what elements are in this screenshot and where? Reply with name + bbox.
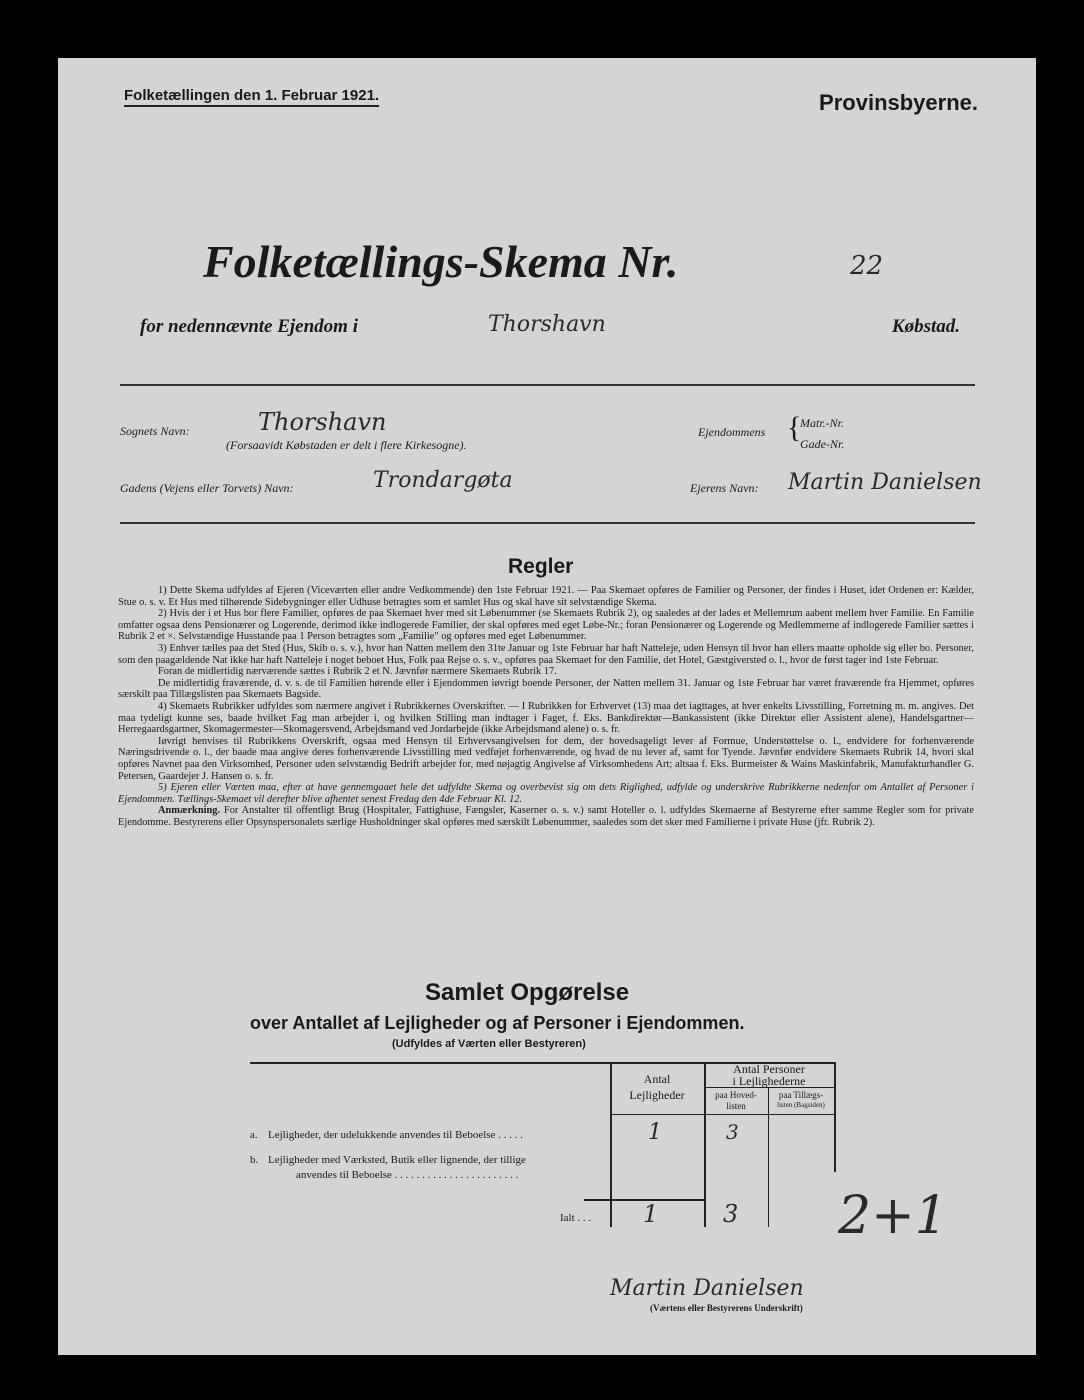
- ejendom-label: Ejendommens: [698, 425, 766, 439]
- col-antal-lejl-1: Antal: [643, 1072, 671, 1086]
- rule-3: 3) Enhver tælles paa det Sted (Hus, Skib o. s. v.), hvor han Natten mellem den 31te Januar og 1ste Februar har haft Natteleje, uden Hensyn til hvor han ellers maatte opholde sig eller bo. Personer, som den paagældende Nat ikke har haft Natteleje i noget beboet Hus, Folk paa Rejse o. s. v., opføres paa Skemaet for den Familie, det Hotel, Gæstgiversted o. l., hvor de først tager ind 1ste Februar.: [118, 642, 974, 666]
- middle-divider: [120, 522, 975, 524]
- row-b-label-2: anvendes til Beboelse . . . . . . . . . . . . . . . . . . . . . . .: [296, 1169, 519, 1181]
- total-lejl-value: 1: [643, 1200, 659, 1228]
- rules-text: [118, 585, 974, 828]
- summary-heading: Samlet Opgørelse: [425, 979, 630, 1006]
- col-antal-pers-1: Antal Personer: [733, 1062, 805, 1076]
- col-antal-pers-2: i Lejlighederne: [732, 1074, 806, 1088]
- col-hoved-2: listen: [726, 1101, 746, 1111]
- matr-label: Matr.-Nr.: [800, 416, 845, 430]
- signature-caption: (Værtens eller Bestyrerens Underskrift): [650, 1303, 803, 1313]
- sogn-note: (Forsaavidt Købstaden er delt i flere Kirkesogne).: [226, 438, 467, 452]
- rule-4: 4) Skemaets Rubrikker udfyldes som nærmere angivet i Rubrikkernes Overskrifter. — I Rubrikken for Erhvervet (13) maa det iagttages, at hver enkelts Livsstilling, Forretning m. m. angives. Det maa tydeligt kunne ses, baade hvilket Fag man arbejder i, og hvilken Stilling man indtager i Faget, f. Eks. Bankdirektør—Bankassistent (ikke Direktør eller Assistent alene), Handelsgartner—Herregaardsgartner, Skomagermester—Skomagersvend, Arbejdsmand ved Jordarbejde (ikke Arbejdsmand alene) o. s. fr.: [118, 700, 974, 736]
- rule-2: 2) Hvis der i et Hus bor flere Familier, opføres de paa Skemaet hver med sit Løbenummer (se Skemaets Rubrik 2), og saaledes at der lades et Mellemrum aabent mellem hver Familie. En Familie omfatter ogsaa dens Pensionærer og Logerende, derimod ikke indlogerede Familier, der skal opføres med eget Løbe-Nr.; foran Pensionærer og Logerende og Medlemmerne af indlogerede Familier sættes i Rubrik 2 et ×. Selvstændige Husstande paa 1 Person betragtes som „Familie" og opføres med eget Løbenummer.: [118, 608, 974, 643]
- signature-handwritten: Martin Danielsen: [610, 1276, 804, 1301]
- annotation-text: For Anstalter til offentligt Brug (Hospitaler, Fattighuse, Fængsler, Kaserner o. s. v.) samt Hoteller o. l. udfyldes Skemaerne af Bestyrerne efter samme Regler som for private Ejendomme. Bestyrerens eller Opsynspersonalets særlige Husholdninger skal opføres med særskilt Løbenummer, saaledes som det sker med Familierne i private Huse (jfr. Rubrik 2).: [118, 805, 974, 828]
- brace: {: [787, 411, 802, 444]
- table-header-bottom: [610, 1114, 836, 1115]
- table-col-line-4: [834, 1062, 836, 1172]
- row-b-label-1: Lejligheder med Værksted, Butik eller lignende, der tillige: [268, 1154, 526, 1166]
- rule-3b: Foran de midlertidig nærværende sættes i Rubrik 2 et N. Jævnfør nærmere Skemaets Rubrik 17.: [158, 666, 557, 678]
- gade-navn-handwritten: Trondargøta: [373, 468, 513, 493]
- property-subtitle: for nedennævnte Ejendom i: [140, 316, 358, 337]
- top-divider: [120, 384, 975, 386]
- gade-nr-label: Gade-Nr.: [800, 437, 845, 451]
- total-hoved-value: 3: [723, 1200, 739, 1228]
- sogn-label: Sognets Navn:: [120, 424, 190, 438]
- gade-navn-label: Gadens (Vejens eller Torvets) Navn:: [120, 481, 294, 495]
- region-label: Provinsbyerne.: [819, 90, 978, 115]
- rule-4b: Iøvrigt henvises til Rubrikkens Overskrift, ogsaa med Hensyn til Erhvervsangivelsen for dem, der hovedsageligt lever af Formue, Understøttelse o. l., endvidere for forhenværende Næringsdrivende o. l., der baade maa angive deres forhenværende Livsstilling med vedføjet forhenværende, og hvad de nu lever af, samt for Tyende. Jævnfør endvidere Skemaets Rubrik 14, hvori skal opføres Navnet paa den Virksomhed, Personer uden selvstændig Bedrift arbejder for, med nøjagtig Angivelse af Virksomhedens Art; altsaa f. Eks. Burmeister & Wains Maskinfabrik, Manufakturhandler G. Petersen, Gaardejer J. Hansen o. s. fr.: [118, 735, 974, 782]
- col-tillaeg-1: paa Tillægs-: [778, 1090, 824, 1100]
- sogn-value-handwritten: Thorshavn: [258, 408, 387, 436]
- town-handwritten: Thorshavn: [488, 312, 606, 337]
- form-number-handwritten: 22: [850, 251, 884, 281]
- rule-3c: De midlertidig fraværende, d. v. s. de til Familien hørende eller i Ejendommen iøvrigt boende Personer, der Natten mellem 31. Januar og 1ste Februar har været fraværende fra Hjemmet, opføres særskilt paa Tillægslisten paa Skemaets Bagside.: [118, 677, 974, 701]
- row-a-letter: a.: [250, 1129, 258, 1141]
- summary-subheading: over Antallet af Lejligheder og af Personer i Ejendommen.: [250, 1013, 745, 1033]
- rules-heading: Regler: [508, 555, 574, 578]
- annotation-label: Anmærkning.: [158, 805, 221, 817]
- margin-note-handwritten: 2+1: [838, 1186, 948, 1246]
- col-hoved-1: paa Hoved-: [715, 1090, 757, 1100]
- ejer-handwritten: Martin Danielsen: [788, 470, 982, 495]
- rule-1: 1) Dette Skema udfyldes af Ejeren (Viceværten eller andre Vedkommende) den 1ste Februar 1921. — Paa Skemaet opføres de Familier og Personer, der findes i Huset, idet Ordenen er: Kælder, Stue o. s. v. Et Hus med tilhørende Sidebygninger eller Udhuse betragtes som et samlet Hus og skal have sit selvstændige Skema.: [118, 585, 974, 608]
- row-a-label: Lejligheder, der udelukkende anvendes til Beboelse . . . . .: [268, 1129, 523, 1141]
- annotation: [118, 805, 974, 828]
- form-title: Folketællings-Skema Nr.: [203, 236, 679, 287]
- census-form-page: [58, 58, 1036, 1355]
- rule-5: 5) Ejeren eller Værten maa, efter at have gennemgaaet hele det udfyldte Skema og overbevist sig om dets Riglighed, udfylde og underskrive Rubrikkerne nedenfor om Antallet af Personer i Ejendommen. Tællings-Skemaet vil derefter blive afhentet senest Fredag den 4de Februar Kl. 12.: [118, 782, 974, 805]
- col-tillaeg-2: listen (Bagsiden): [777, 1101, 825, 1109]
- row-a-hoved-value: 3: [726, 1120, 739, 1144]
- total-label: Ialt . . .: [560, 1212, 592, 1224]
- row-b-letter: b.: [250, 1154, 259, 1166]
- census-date-line: Folketællingen den 1. Februar 1921.: [124, 87, 379, 107]
- col-antal-lejl-2: Lejligheder: [629, 1088, 685, 1102]
- ejer-label: Ejerens Navn:: [690, 481, 759, 495]
- summary-note: (Udfyldes af Værten eller Bestyreren): [392, 1038, 586, 1050]
- kobstad-label: Købstad.: [891, 316, 960, 337]
- row-a-lejl-value: 1: [648, 1120, 662, 1145]
